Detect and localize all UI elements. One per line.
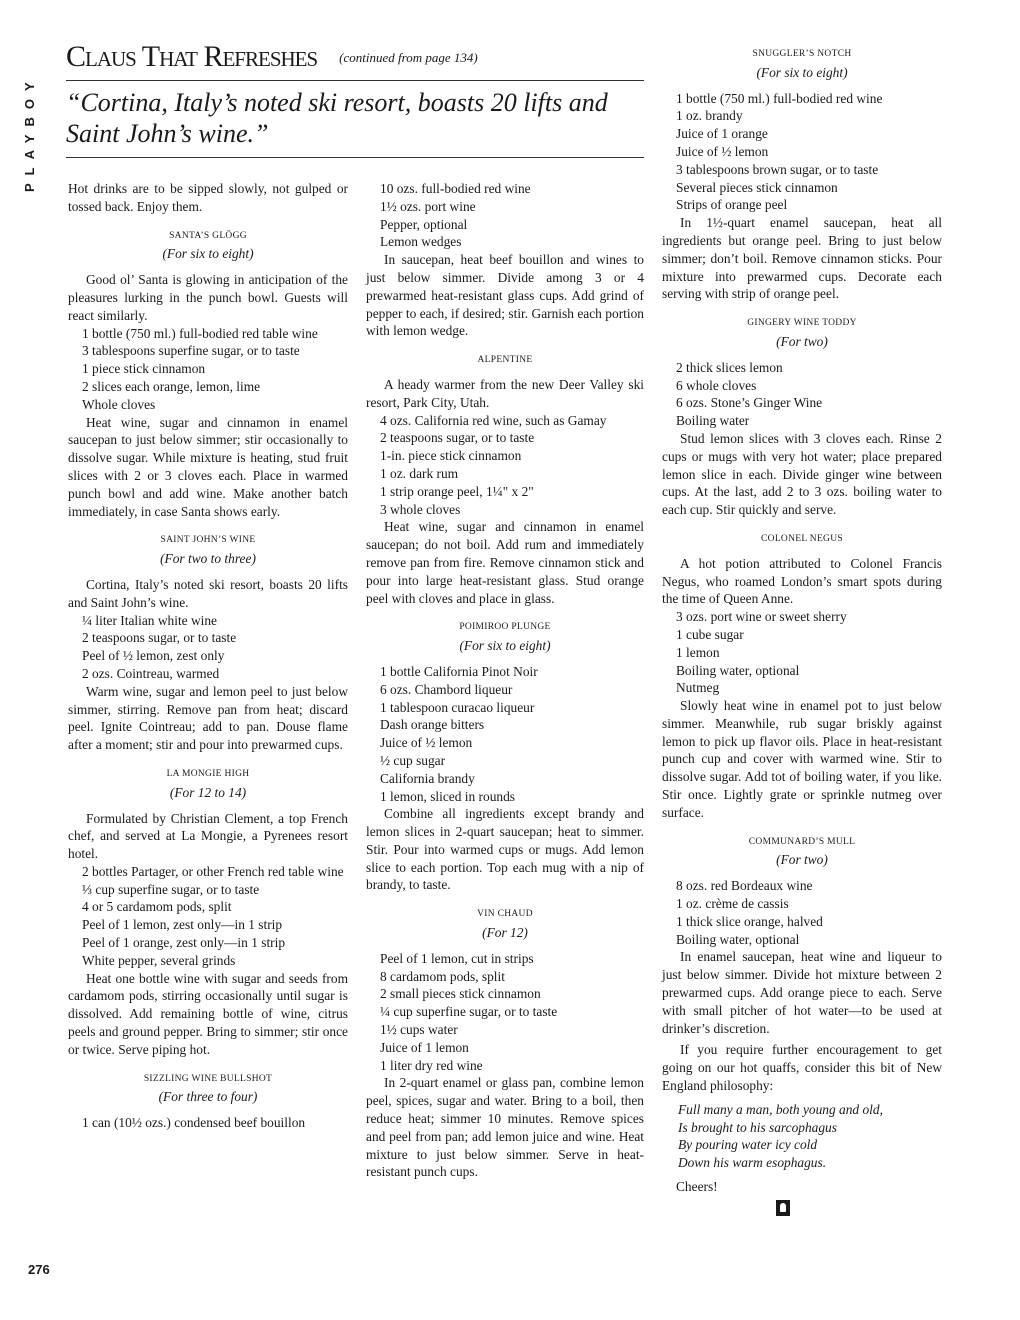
header-rule [66, 80, 644, 81]
recipe-method: Stud lemon slices with 3 cloves each. Rinse 2 cups or mugs with very hot water; place prepared lemon slice in each. Divide ginger wine between cups. At the last, add 2 to 3 ozs. boiling water to each cup. Stir quickly and serve. [662, 430, 942, 518]
ingredient: 1 oz. brandy [676, 108, 743, 124]
pull-quote: “Cortina, Italy’s noted ski resort, boasts 20 lifts and Saint John’s wine.” [66, 88, 608, 148]
ingredient: Peel of 1 lemon, cut in strips [380, 950, 534, 966]
ingredient: Lemon wedges [380, 234, 462, 250]
article-title: Claus That Refreshes [66, 40, 318, 73]
recipe-method: In enamel saucepan, heat wine and liqueur to just below simmer. Divide hot mixture between 2 prewarmed cups. Add orange piece to each. Serve with small pitcher of hot water—to be used at drinker’s discretion. [662, 949, 942, 1036]
ingredient: 2 bottles Partager, or other French red table wine [82, 863, 344, 879]
recipe-title: VIN CHAUD [477, 909, 533, 920]
ingredient: 1 can (10½ ozs.) condensed beef bouillon [82, 1115, 306, 1131]
ingredient: Strips of orange peel [676, 197, 788, 213]
ingredient: 8 cardamom pods, split [380, 968, 505, 984]
recipe-title: POIMIROO PLUNGE [459, 622, 551, 633]
recipe-title: SIZZLING WINE BULLSHOT [143, 1073, 273, 1084]
ingredient: Dash orange bitters [380, 717, 485, 733]
ingredient: 1 tablespoon curacao liqueur [380, 699, 535, 715]
ingredient: White pepper, several grinds [82, 952, 236, 968]
continued-note: (continued from page 134) [339, 50, 478, 65]
ingredient: ¼ cup superfine sugar, or to taste [380, 1004, 558, 1020]
recipe-serves: (For three to four) [158, 1089, 258, 1105]
ingredient: Peel of 1 orange, zest only—in 1 strip [82, 935, 286, 951]
end-mark-icon [776, 1200, 790, 1216]
pull-quote-rule [66, 157, 644, 158]
ingredient: 2 slices each orange, lemon, lime [82, 378, 261, 394]
recipe-description: Good ol’ Santa is glowing in anticipation of the pleasures lurking in the punch bowl. Guests will react similarly. [68, 272, 348, 323]
ingredient: Several pieces stick cinnamon [676, 179, 838, 195]
ingredient: Boiling water, optional [676, 931, 800, 947]
recipe-title: ALPENTINE [477, 355, 533, 366]
magazine-sidebar [22, 42, 44, 192]
ingredient: 1 oz. crème de cassis [676, 896, 789, 912]
ingredient: 1 liter dry red wine [380, 1057, 483, 1073]
recipe-title: COMMUNARD’S MULL [748, 836, 856, 847]
ingredient: 3 whole cloves [380, 501, 461, 517]
ingredient: ⅓ cup superfine sugar, or to taste [82, 881, 260, 897]
ingredient: 1 piece stick cinnamon [82, 361, 206, 377]
ingredient: 1 bottle (750 ml.) full-bodied red wine [676, 90, 883, 106]
ingredient: 6 whole cloves [676, 377, 757, 393]
ingredient: 1½ cups water [380, 1022, 458, 1038]
magazine-name: PLAYBOY [22, 74, 37, 192]
ingredient: Peel of ½ lemon, zest only [82, 648, 225, 664]
article-header [66, 40, 644, 158]
recipe-description: A hot potion attributed to Colonel Francis Negus, who roamed London’s smart spots during the time of Queen Anne. [662, 555, 942, 607]
recipe-serves: (For six to eight) [756, 64, 848, 80]
ingredient: 4 or 5 cardamom pods, split [82, 899, 232, 915]
recipe-method: Slowly heat wine in enamel pot to just below simmer. Meanwhile, rub sugar briskly against lemon to pick up flavor oils. Place in heat-resistant punch cup and cover with warmed wine. Stir to dissolve sugar. Add tot of boiling water, if you like. Stir once. Lightly grate or sprinkle nutmeg over surface. [662, 698, 942, 820]
poem-line: Full many a man, both young and old, [678, 1101, 883, 1117]
ingredient: 1 oz. dark rum [380, 465, 459, 481]
poem-line: Is brought to his sarcophagus [678, 1119, 837, 1135]
poem-line: Down his warm esophagus. [678, 1155, 827, 1171]
intro-paragraph: Hot drinks are to be sipped slowly, not gulped or tossed back. Enjoy them. [68, 181, 348, 214]
column-2 [366, 180, 644, 1181]
ingredient: Peel of 1 lemon, zest only—in 1 strip [82, 917, 283, 933]
recipe-method: Heat wine, sugar and cinnamon in enamel saucepan; do not boil. Add rum and immediately remove pan from fire. Remove cinnamon stick and pour into large heat-resistant glass. Stud orange peel with cloves and place in glass. [366, 519, 644, 606]
column-1 [68, 180, 348, 1132]
recipe-serves: (For six to eight) [162, 246, 254, 262]
ingredient: 1-in. piece stick cinnamon [380, 448, 522, 464]
ingredient: Juice of ½ lemon [380, 735, 473, 751]
ingredient: 2 thick slices lemon [676, 359, 783, 375]
recipe-method: In 1½-quart enamel saucepan, heat all ingredients but orange peel. Bring to just below simmer; don’t boil. Remove cinnamon sticks. Pour mixture into prewarmed cups. Decorate each serving with strip of orange peel. [662, 215, 942, 302]
ingredient: Juice of 1 lemon [380, 1039, 469, 1055]
ingredient: Juice of 1 orange [676, 126, 768, 142]
poem-line: By pouring water icy cold [678, 1137, 818, 1153]
ingredient: 1 lemon, sliced in rounds [380, 788, 516, 804]
recipe-description: Cortina, Italy’s noted ski resort, boasts 20 lifts and Saint John’s wine. [68, 576, 348, 610]
recipe-serves: (For 12 to 14) [169, 784, 247, 800]
ingredient: 3 tablespoons brown sugar, or to taste [676, 161, 879, 177]
ingredient: 6 ozs. Stone’s Ginger Wine [676, 395, 823, 411]
recipe-method: In saucepan, heat beef bouillon and wines to just below simmer. Divide among 3 or 4 prewarmed heat-resistant glass cups. Add grind of pepper to each, if desired; stir. Garnish each portion with lemon wedge. [366, 252, 644, 339]
ingredient: California brandy [380, 770, 475, 786]
recipe-method: Heat wine, sugar and cinnamon in enamel saucepan to just below simmer; stir occasionally to dissolve sugar. While mixture is heating, stud fruit slices with 2 or 3 cloves each. Place in warmed punch bowl and add wine. Make another batch immediately, in case Santa shows early. [68, 414, 348, 519]
ingredient: 1½ ozs. port wine [380, 198, 476, 214]
closing-paragraph: If you require further encouragement to get going on our hot quaffs, consider this bit of New England philosophy: [662, 1042, 942, 1094]
ingredient: 2 teaspoons sugar, or to taste [380, 430, 535, 446]
ingredient: 1 lemon [676, 644, 720, 660]
recipe-method: Heat one bottle wine with sugar and seeds from cardamom pods, stirring occasionally until sugar is dissolved. Add remaining bottle of wine, citrus peels and ground pepper. Bring to simmer; stir once or twice. Serve piping hot. [68, 970, 348, 1057]
ingredient: Boiling water, optional [676, 662, 800, 678]
ingredient: ¼ liter Italian white wine [82, 612, 217, 628]
poem [662, 1101, 942, 1172]
recipe-title: COLONEL NEGUS [761, 533, 843, 544]
ingredient: Pepper, optional [380, 216, 468, 232]
recipe-description: Formulated by Christian Clement, a top French chef, and served at La Mongie, a Pyrenees resort hotel. [68, 810, 348, 862]
recipe-method: Warm wine, sugar and lemon peel to just below simmer, stirring. Remove pan from heat; discard peel. Ignite Cointreau; add to pan. Douse flame after a moment; stir and pour into prewarmed cups. [68, 683, 348, 753]
recipe-serves: (For 12) [482, 925, 528, 941]
recipe-serves: (For two to three) [160, 551, 256, 567]
signoff: Cheers! [676, 1179, 718, 1195]
ingredient: 3 ozs. port wine or sweet sherry [676, 609, 847, 625]
recipe-title: LA MONGIE HIGH [166, 768, 250, 779]
ingredient: 1 cube sugar [676, 626, 744, 642]
ingredient: 4 ozs. California red wine, such as Gamay [380, 412, 607, 428]
column-3 [662, 46, 942, 1216]
recipe-title: GINGERY WINE TODDY [747, 318, 857, 329]
ingredient: Boiling water [676, 413, 750, 429]
ingredient: 1 strip orange peel, 1¼" x 2" [380, 483, 534, 499]
recipe-title: SANTA’S GLÖGG [169, 230, 247, 241]
recipe-method: In 2-quart enamel or glass pan, combine lemon peel, spices, sugar and water. Bring to a boil, then reduce heat; simmer 10 minutes. Remove spices and peel from pan; add lemon juice and wine. Heat mixture to just below simmer. Serve in heat-resistant punch cups. [366, 1075, 644, 1180]
recipe-serves: (For two) [776, 852, 828, 868]
ingredient: 1 thick slice orange, halved [676, 913, 823, 929]
ingredient: 2 teaspoons sugar, or to taste [82, 630, 237, 646]
recipe-description: A heady warmer from the new Deer Valley ski resort, Park City, Utah. [366, 376, 644, 410]
ingredient: 8 ozs. red Bordeaux wine [676, 878, 813, 894]
ingredient: 2 small pieces stick cinnamon [380, 986, 541, 1002]
ingredient: 1 bottle California Pinot Noir [380, 663, 538, 679]
page-number: 276 [28, 1262, 50, 1277]
ingredient: 10 ozs. full-bodied red wine [380, 181, 531, 196]
recipe-title: SNUGGLER’S NOTCH [752, 49, 852, 59]
ingredient: 6 ozs. Chambord liqueur [380, 681, 513, 697]
ingredient: ½ cup sugar [380, 752, 446, 768]
recipe-title: SAINT JOHN’S WINE [160, 535, 256, 546]
ingredient: 3 tablespoons superfine sugar, or to taste [82, 343, 300, 359]
recipe-serves: (For two) [776, 333, 828, 349]
ingredient: Juice of ½ lemon [676, 143, 769, 159]
ingredient: 2 ozs. Cointreau, warmed [82, 665, 220, 681]
ingredient: Whole cloves [82, 396, 156, 412]
recipe-serves: (For six to eight) [459, 638, 551, 654]
ingredient: 1 bottle (750 ml.) full-bodied red table wine [82, 325, 318, 341]
ingredient: Nutmeg [676, 680, 720, 696]
recipe-method: Combine all ingredients except brandy and lemon slices in 2-quart saucepan; heat to simmer. Stir. Pour into warmed cups or mugs. Add lemon slice to each portion. Top each mug with a nip of brandy, to taste. [366, 806, 644, 893]
